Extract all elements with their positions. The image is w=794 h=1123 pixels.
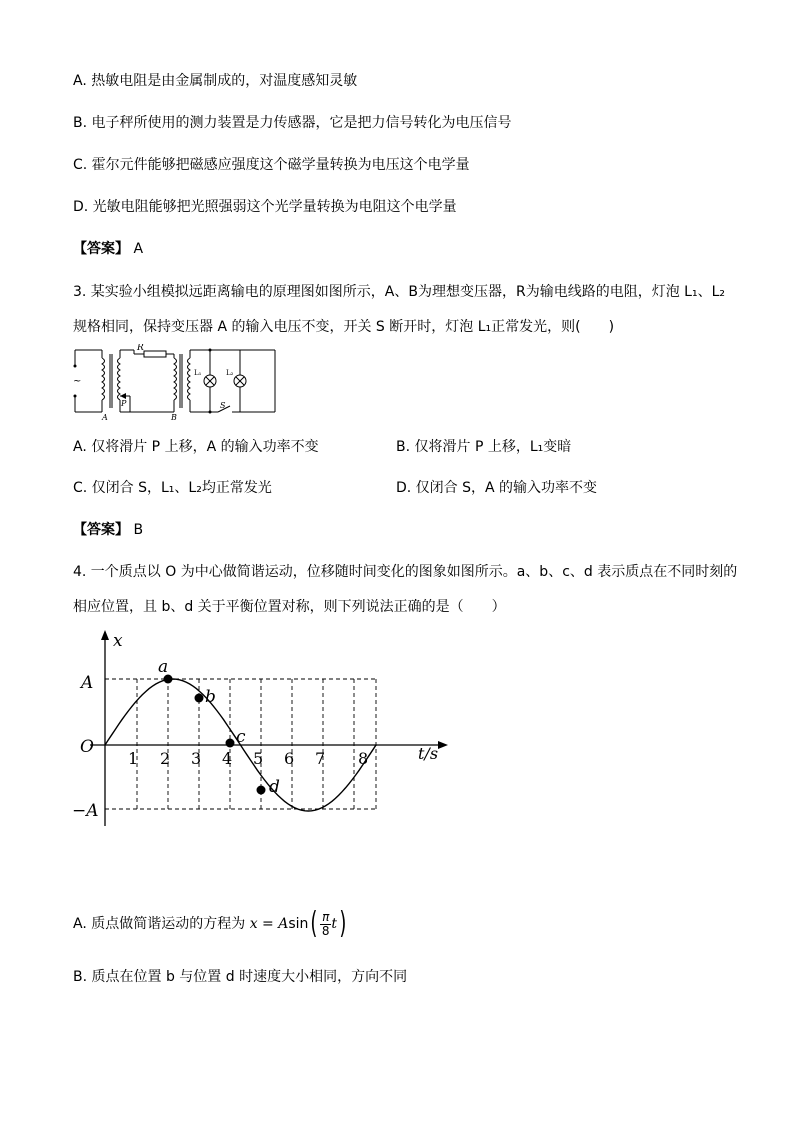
tick-label: 1	[128, 749, 139, 768]
answer-label: 【答案】	[73, 241, 129, 257]
label-b: B	[171, 413, 177, 420]
q2-option-c: C. 霍尔元件能够把磁感应强度这个磁学量转换为电压这个电学量	[73, 157, 470, 173]
label-d: d	[269, 777, 280, 797]
q4-stem-line1: 4. 一个质点以 O 为中心做简谐运动，位移随时间变化的图象如图所示。a、b、c、d 表示质点在不同时刻的	[73, 564, 738, 580]
q3-stem-line1: 3. 某实验小组模拟远距离输电的原理图如图所示，A、B为理想变压器，R为输电线路的电阻，灯泡 L₁、L₂	[73, 284, 725, 300]
point-d	[257, 786, 266, 795]
label-a: a	[158, 657, 169, 677]
q2-option-d: D. 光敏电阻能够把光照强弱这个光学量转换为电阻这个电学量	[73, 199, 457, 215]
answer-value: B	[133, 522, 144, 538]
q3-option-d: D. 仅闭合 S，A 的输入功率不变	[396, 480, 598, 496]
q2-option-a: A. 热敏电阻是由金属制成的，对温度感知灵敏	[73, 73, 358, 89]
q3-option-b: B. 仅将滑片 P 上移，L₁变暗	[396, 439, 572, 455]
q2-answer	[73, 240, 143, 258]
label-p: P	[121, 399, 127, 408]
q4-option-a: A. 质点做简谐运动的方程为 x = Asin( $\frac{\pi}{8}$ t)	[73, 906, 347, 941]
tick-label: 4	[222, 749, 233, 768]
tick-label: 2	[160, 749, 171, 768]
tick-label: 7	[315, 749, 326, 768]
label-b: b	[205, 687, 216, 707]
amplitude-positive: A	[81, 673, 94, 693]
q3-option-a: A. 仅将滑片 P 上移，A 的输入功率不变	[73, 439, 319, 455]
formula-var: t	[331, 916, 337, 932]
amplitude-negative: −A	[72, 801, 99, 821]
tick-label: 8	[358, 749, 369, 768]
x-axis-label: t/s	[418, 744, 439, 763]
label-a: A	[102, 413, 108, 420]
tick-label: 3	[191, 749, 202, 768]
label-l2: L₂	[226, 369, 234, 377]
q4-displacement-time-graph	[70, 626, 450, 841]
formula-fn: sin	[288, 916, 309, 932]
label-c: c	[236, 727, 246, 747]
formula-fraction	[320, 911, 331, 938]
label-l1: L₁	[194, 369, 202, 377]
answer-label: 【答案】	[73, 522, 129, 538]
answer-value: A	[133, 241, 144, 257]
q3-circuit-diagram	[70, 344, 280, 420]
ac-source-symbol: ~	[73, 376, 82, 387]
formula-lhs: x = A	[249, 916, 289, 932]
tick-label: 6	[284, 749, 295, 768]
y-axis-label: x	[113, 631, 123, 651]
point-c	[226, 739, 235, 748]
tick-label: 5	[253, 749, 264, 768]
q4-stem-line2: 相应位置，且 b、d 关于平衡位置对称，则下列说法正确的是（ ）	[73, 599, 506, 615]
q4-option-b: B. 质点在位置 b 与位置 d 时速度大小相同，方向不同	[73, 969, 408, 985]
fraction-denominator: 8	[321, 923, 330, 938]
q2-option-b: B. 电子秤所使用的测力装置是力传感器，它是把力信号转化为电压信号	[73, 115, 512, 131]
q3-option-c: C. 仅闭合 S，L₁、L₂均正常发光	[73, 480, 272, 496]
origin-label: O	[80, 737, 94, 757]
q3-answer	[73, 521, 143, 539]
q3-stem-line2: 规格相同，保持变压器 A 的输入电压不变，开关 S 断开时，灯泡 L₁正常发光，则( )	[73, 319, 615, 335]
fraction-numerator: π	[322, 909, 330, 924]
label-s: S	[220, 401, 226, 410]
point-b	[195, 694, 204, 703]
label-r: R	[137, 344, 144, 353]
q4-option-a-prefix: A. 质点做简谐运动的方程为	[73, 916, 246, 932]
resistor-r	[144, 351, 166, 357]
